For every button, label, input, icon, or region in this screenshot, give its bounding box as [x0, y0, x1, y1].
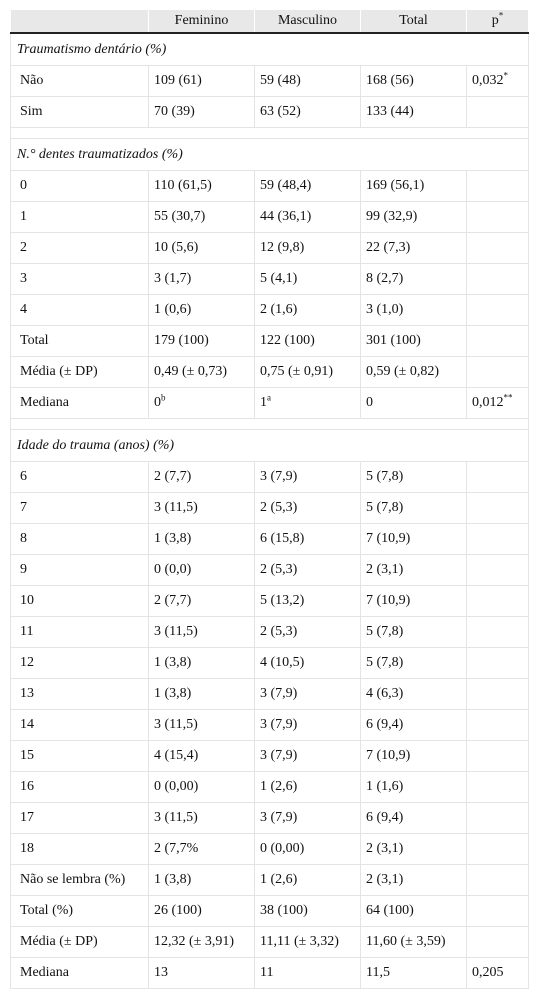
masculino-cell: 0,75 (± 0,91): [255, 357, 361, 388]
footnote-marker: *: [503, 70, 508, 81]
total-cell: 168 (56): [361, 66, 467, 97]
p-value-cell: [467, 617, 529, 648]
total-cell: 11,5: [361, 958, 467, 989]
header-cell-masculino: Masculino: [255, 10, 361, 33]
total-cell: 22 (7,3): [361, 233, 467, 264]
p-value-cell: [467, 896, 529, 927]
table-row: [11, 741, 529, 772]
total-cell: 11,60 (± 3,59): [361, 927, 467, 958]
row-label-cell: Não se lembra (%): [11, 865, 149, 896]
row-label-cell: 2: [11, 233, 149, 264]
masculino-cell: 59 (48): [255, 66, 361, 97]
row-label-cell: Não: [11, 66, 149, 97]
total-cell: 6 (9,4): [361, 803, 467, 834]
p-value-cell: [467, 834, 529, 865]
feminino-cell: 1 (3,8): [149, 865, 255, 896]
row-label-cell: 11: [11, 617, 149, 648]
table-row: [11, 865, 529, 896]
row-label-cell: Média (± DP): [11, 357, 149, 388]
spacer-cell: [11, 128, 529, 139]
row-label-cell: Total (%): [11, 896, 149, 927]
masculino-cell: 2 (5,3): [255, 493, 361, 524]
p-value-cell: [467, 462, 529, 493]
total-cell: 6 (9,4): [361, 710, 467, 741]
footnote-marker: **: [503, 392, 513, 403]
table-row: [11, 772, 529, 803]
masculino-cell: 3 (7,9): [255, 803, 361, 834]
row-label-cell: Sim: [11, 97, 149, 128]
masculino-cell: 3 (7,9): [255, 710, 361, 741]
table-row: [11, 493, 529, 524]
feminino-cell: 0,49 (± 0,73): [149, 357, 255, 388]
p-value-cell: [467, 357, 529, 388]
feminino-cell: 0 (0,0): [149, 555, 255, 586]
table-row: [11, 202, 529, 233]
table-row: [11, 462, 529, 493]
feminino-cell: 26 (100): [149, 896, 255, 927]
table-row: [11, 295, 529, 326]
row-label-cell: 16: [11, 772, 149, 803]
feminino-cell: 0$^b$: [149, 388, 255, 419]
total-cell: 3 (1,0): [361, 295, 467, 326]
table-row: [11, 357, 529, 388]
masculino-cell: 38 (100): [255, 896, 361, 927]
feminino-cell: 70 (39): [149, 97, 255, 128]
p-value-cell: [467, 264, 529, 295]
p-value-cell: [467, 493, 529, 524]
masculino-cell: 122 (100): [255, 326, 361, 357]
total-cell: 2 (3,1): [361, 555, 467, 586]
p-value-cell: [467, 679, 529, 710]
table-row: [11, 264, 529, 295]
table-row: [11, 617, 529, 648]
section-spacer: [11, 419, 529, 430]
masculino-cell: 2 (5,3): [255, 617, 361, 648]
total-cell: 5 (7,8): [361, 493, 467, 524]
total-cell: 0,59 (± 0,82): [361, 357, 467, 388]
total-cell: 7 (10,9): [361, 741, 467, 772]
feminino-cell: 110 (61,5): [149, 171, 255, 202]
p-value-cell: [467, 524, 529, 555]
feminino-cell: 3 (11,5): [149, 617, 255, 648]
table-row: [11, 834, 529, 865]
total-cell: 1 (1,6): [361, 772, 467, 803]
feminino-cell: 3 (11,5): [149, 803, 255, 834]
total-cell: 64 (100): [361, 896, 467, 927]
section-title: N.° dentes traumatizados (%): [11, 139, 529, 171]
masculino-cell: 1 (2,6): [255, 865, 361, 896]
row-label-cell: 12: [11, 648, 149, 679]
masculino-cell: 3 (7,9): [255, 462, 361, 493]
feminino-cell: 1 (3,8): [149, 648, 255, 679]
p-value-cell: [467, 555, 529, 586]
row-label-cell: 17: [11, 803, 149, 834]
masculino-cell: 4 (10,5): [255, 648, 361, 679]
masculino-cell: 1 (2,6): [255, 772, 361, 803]
row-label-cell: Total: [11, 326, 149, 357]
total-cell: 2 (3,1): [361, 865, 467, 896]
total-cell: 5 (7,8): [361, 617, 467, 648]
masculino-cell: 2 (5,3): [255, 555, 361, 586]
p-value-cell: 0,012**: [467, 388, 529, 419]
row-label-cell: 18: [11, 834, 149, 865]
table-header: [11, 10, 529, 33]
p-value-cell: [467, 927, 529, 958]
header-cell-label: [11, 10, 149, 33]
row-label-cell: 9: [11, 555, 149, 586]
feminino-cell: 2 (7,7%: [149, 834, 255, 865]
table-row: [11, 388, 529, 419]
row-label-cell: 0: [11, 171, 149, 202]
section-header-row: [11, 430, 529, 462]
table-row: [11, 710, 529, 741]
feminino-cell: 4 (15,4): [149, 741, 255, 772]
feminino-cell: 1 (3,8): [149, 524, 255, 555]
p-value-cell: [467, 741, 529, 772]
table-row: [11, 896, 529, 927]
total-cell: 0: [361, 388, 467, 419]
masculino-cell: 5 (4,1): [255, 264, 361, 295]
table-row: [11, 927, 529, 958]
masculino-cell: 63 (52): [255, 97, 361, 128]
row-label-cell: 10: [11, 586, 149, 617]
row-label-cell: 7: [11, 493, 149, 524]
table-row: [11, 233, 529, 264]
table-row: [11, 803, 529, 834]
feminino-cell: 0 (0,00): [149, 772, 255, 803]
section-title: Traumatismo dentário (%): [11, 33, 529, 66]
masculino-cell: 44 (36,1): [255, 202, 361, 233]
row-label-cell: 14: [11, 710, 149, 741]
footnote-marker: b: [161, 392, 166, 403]
header-cell-feminino: Feminino: [149, 10, 255, 33]
p-value-cell: [467, 171, 529, 202]
row-label-cell: 15: [11, 741, 149, 772]
masculino-cell: 5 (13,2): [255, 586, 361, 617]
row-label-cell: Mediana: [11, 958, 149, 989]
section-header-row: [11, 139, 529, 171]
section-header-row: [11, 33, 529, 66]
table-row: [11, 326, 529, 357]
p-value-cell: [467, 326, 529, 357]
total-cell: 5 (7,8): [361, 462, 467, 493]
row-label-cell: 4: [11, 295, 149, 326]
spacer-cell: [11, 419, 529, 430]
masculino-cell: 0 (0,00): [255, 834, 361, 865]
feminino-cell: 2 (7,7): [149, 462, 255, 493]
p-value-cell: [467, 803, 529, 834]
row-label-cell: 13: [11, 679, 149, 710]
p-value-cell: [467, 295, 529, 326]
masculino-cell: 11,11 (± 3,32): [255, 927, 361, 958]
total-cell: 5 (7,8): [361, 648, 467, 679]
p-value-cell: [467, 97, 529, 128]
table-row: [11, 679, 529, 710]
total-cell: 2 (3,1): [361, 834, 467, 865]
data-table: [10, 10, 529, 989]
feminino-cell: 13: [149, 958, 255, 989]
row-label-cell: 8: [11, 524, 149, 555]
table-row: [11, 586, 529, 617]
row-label-cell: 3: [11, 264, 149, 295]
p-value-cell: [467, 865, 529, 896]
feminino-cell: 2 (7,7): [149, 586, 255, 617]
p-value-cell: [467, 772, 529, 803]
header-cell-total: Total: [361, 10, 467, 33]
feminino-cell: 3 (1,7): [149, 264, 255, 295]
masculino-cell: 3 (7,9): [255, 741, 361, 772]
row-label-cell: 6: [11, 462, 149, 493]
feminino-cell: 10 (5,6): [149, 233, 255, 264]
feminino-cell: 1 (3,8): [149, 679, 255, 710]
table-row: [11, 555, 529, 586]
masculino-cell: 3 (7,9): [255, 679, 361, 710]
table-row: [11, 524, 529, 555]
row-label-cell: Média (± DP): [11, 927, 149, 958]
masculino-cell: 12 (9,8): [255, 233, 361, 264]
masculino-cell: 2 (1,6): [255, 295, 361, 326]
header-cell-p: p*: [467, 10, 529, 33]
feminino-cell: 1 (0,6): [149, 295, 255, 326]
table-row: [11, 958, 529, 989]
header-row: [11, 10, 529, 33]
total-cell: 133 (44): [361, 97, 467, 128]
total-cell: 301 (100): [361, 326, 467, 357]
masculino-cell: 11: [255, 958, 361, 989]
p-value-cell: [467, 233, 529, 264]
total-cell: 99 (32,9): [361, 202, 467, 233]
row-label-cell: Mediana: [11, 388, 149, 419]
feminino-cell: 109 (61): [149, 66, 255, 97]
feminino-cell: 55 (30,7): [149, 202, 255, 233]
feminino-cell: 3 (11,5): [149, 710, 255, 741]
feminino-cell: 12,32 (± 3,91): [149, 927, 255, 958]
p-value-cell: [467, 586, 529, 617]
section-title: Idade do trauma (anos) (%): [11, 430, 529, 462]
section-spacer: [11, 128, 529, 139]
p-value-cell: 0,205: [467, 958, 529, 989]
table-row: [11, 66, 529, 97]
table-row: [11, 171, 529, 202]
masculino-cell: 59 (48,4): [255, 171, 361, 202]
total-cell: 4 (6,3): [361, 679, 467, 710]
p-value-cell: 0,032*: [467, 66, 529, 97]
table-body: [11, 33, 529, 989]
p-value-cell: [467, 648, 529, 679]
feminino-cell: 3 (11,5): [149, 493, 255, 524]
total-cell: 8 (2,7): [361, 264, 467, 295]
feminino-cell: 179 (100): [149, 326, 255, 357]
p-value-cell: [467, 710, 529, 741]
footnote-marker: a: [267, 392, 271, 403]
footnote-marker: *: [498, 10, 504, 21]
total-cell: 7 (10,9): [361, 586, 467, 617]
masculino-cell: 6 (15,8): [255, 524, 361, 555]
total-cell: 7 (10,9): [361, 524, 467, 555]
table-row: [11, 97, 529, 128]
row-label-cell: 1: [11, 202, 149, 233]
total-cell: 169 (56,1): [361, 171, 467, 202]
masculino-cell: 1$^a$: [255, 388, 361, 419]
p-value-cell: [467, 202, 529, 233]
table-row: [11, 648, 529, 679]
